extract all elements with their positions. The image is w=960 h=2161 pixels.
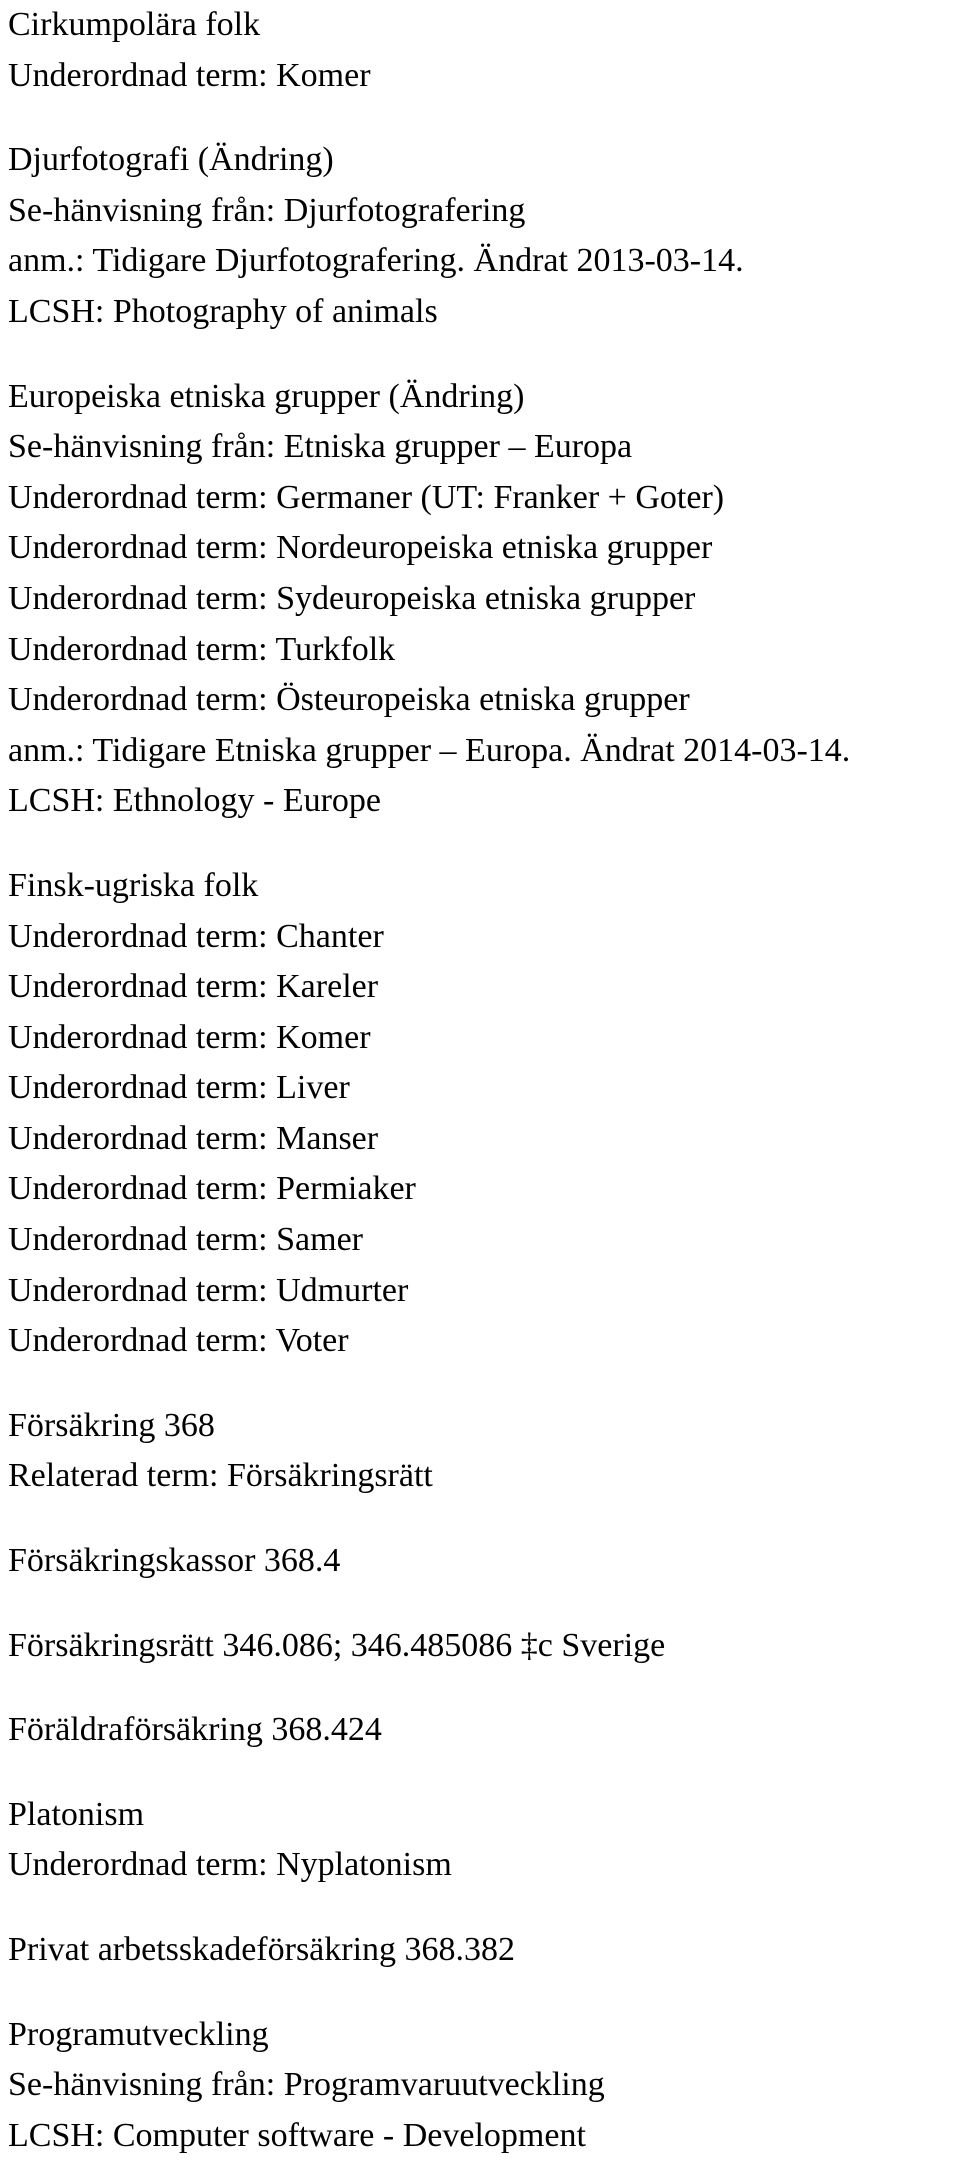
entry-line: Underordnad term: Östeuropeiska etniska grupper (8, 681, 690, 719)
entry-line: Underordnad term: Nyplatonism (8, 1846, 452, 1884)
entry-heading: Programutveckling (8, 2015, 269, 2053)
entry-line: Underordnad term: Kareler (8, 968, 379, 1006)
entry-programutveckling (8, 2010, 952, 2161)
entry-heading: Privat arbetsskadeförsäkring 368.382 (8, 1931, 516, 1968)
entry-line: Underordnad term: Samer (8, 1221, 363, 1259)
entry-separator (8, 1671, 952, 1705)
entry-heading: Europeiska etniska grupper (Ändring) (8, 377, 525, 415)
entry-separator (8, 1756, 952, 1790)
entry-line: Underordnad term: Manser (8, 1119, 379, 1157)
entry-line: Underordnad term: Sydeuropeiska etniska grupper (8, 579, 696, 617)
entry-line: Underordnad term: Germaner (UT: Franker + Goter) (8, 478, 725, 516)
entry-cirkumpolara-folk (8, 0, 952, 101)
entry-separator (8, 101, 952, 135)
entry-djurfotografi (8, 135, 952, 337)
entry-europeiska-etniska-grupper (8, 372, 952, 827)
entry-separator (8, 1367, 952, 1401)
entry-line: LCSH: Computer software - Development (8, 2116, 586, 2154)
entry-line: Se-hänvisning från: Djurfotografering (8, 191, 526, 229)
entry-line: Underordnad term: Turkfolk (8, 630, 396, 668)
entry-line: Se-hänvisning från: Programvaruutveckling (8, 2066, 605, 2104)
entry-privat-arbetsskadeforsakring (8, 1925, 952, 1976)
entry-separator (8, 1587, 952, 1621)
entry-separator (8, 338, 952, 372)
entry-heading: Försäkringskassor 368.4 (8, 1542, 341, 1580)
thesaurus-document (8, 0, 952, 2161)
entry-finsk-ugriska-folk (8, 861, 952, 1367)
entry-separator (8, 1891, 952, 1925)
entry-heading: Djurfotografi (Ändring) (8, 141, 334, 179)
entry-line: Underordnad term: Voter (8, 1322, 349, 1360)
entry-separator (8, 1976, 952, 2010)
entry-forsakringskassor (8, 1536, 952, 1587)
entry-line: anm.: Tidigare Etniska grupper – Europa. Ändrat 2014-03-14. (8, 731, 851, 769)
entry-line: Underordnad term: Komer (8, 56, 371, 94)
entry-heading: Cirkumpolära folk (8, 6, 261, 43)
entry-forsakringsratt (8, 1621, 952, 1672)
entry-line: anm.: Tidigare Djurfotografering. Ändrat 2013-03-14. (8, 242, 744, 280)
entry-line: Underordnad term: Nordeuropeiska etniska grupper (8, 529, 713, 567)
entry-line: Underordnad term: Liver (8, 1069, 350, 1107)
entry-heading: Föräldraförsäkring 368.424 (8, 1711, 382, 1749)
entry-line: Relaterad term: Försäkringsrätt (8, 1457, 433, 1495)
entry-forsakring (8, 1401, 952, 1502)
entry-line: Underordnad term: Permiaker (8, 1170, 416, 1208)
entry-platonism (8, 1790, 952, 1891)
entry-foraldraforsakring (8, 1705, 952, 1756)
entry-separator (8, 1502, 952, 1536)
entry-heading: Platonism (8, 1795, 145, 1833)
entry-line: Underordnad term: Komer (8, 1018, 371, 1056)
entry-heading: Försäkringsrätt 346.086; 346.485086 ‡c Sverige (8, 1626, 666, 1664)
entry-line: LCSH: Ethnology - Europe (8, 782, 382, 820)
entry-heading: Försäkring 368 (8, 1406, 215, 1444)
entry-line: Underordnad term: Chanter (8, 917, 384, 955)
entry-line: LCSH: Photography of animals (8, 292, 438, 330)
entry-line: Se-hänvisning från: Etniska grupper – Europa (8, 428, 633, 466)
entry-line: Underordnad term: Udmurter (8, 1271, 409, 1309)
entry-heading: Finsk-ugriska folk (8, 866, 259, 904)
entry-separator (8, 827, 952, 861)
